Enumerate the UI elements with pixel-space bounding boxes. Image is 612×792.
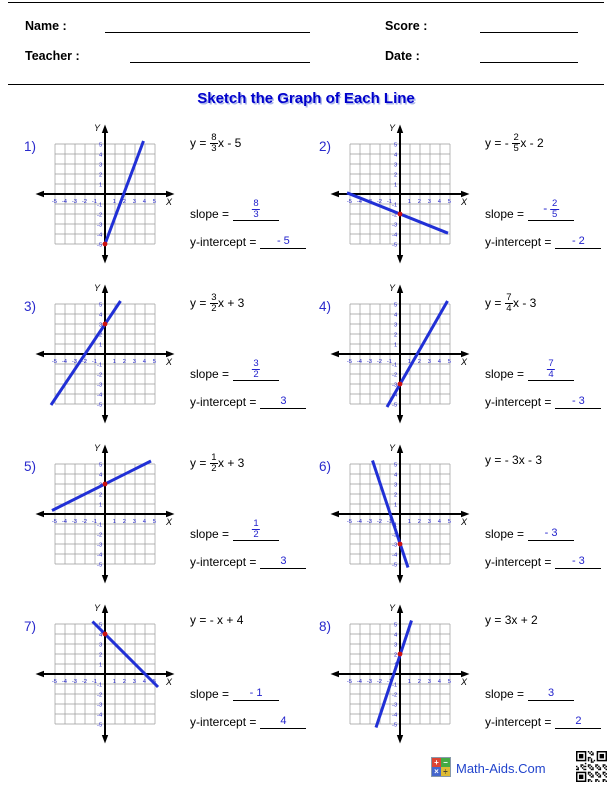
svg-text:-5 xyxy=(392,242,397,248)
problem-cell xyxy=(315,439,612,599)
svg-text:X xyxy=(460,677,468,687)
svg-text:1 xyxy=(408,199,411,205)
problem-cell xyxy=(315,599,612,759)
svg-text:Y xyxy=(389,443,396,453)
problem-cell xyxy=(20,279,320,439)
date-label: Date : xyxy=(385,49,420,63)
slope-row xyxy=(485,685,574,701)
svg-text:-3 xyxy=(97,382,102,388)
svg-text:-4 xyxy=(392,232,398,238)
svg-text:-5 xyxy=(52,359,57,365)
svg-text:-3 xyxy=(97,222,102,228)
svg-text:-2 xyxy=(97,532,102,538)
svg-text:4 xyxy=(394,152,398,158)
svg-text:-4 xyxy=(97,232,103,238)
svg-text:-5 xyxy=(347,519,352,525)
header-divider-rule xyxy=(8,84,604,85)
svg-text:5 xyxy=(153,199,156,205)
svg-text:-3 xyxy=(392,702,397,708)
slope-label: slope = xyxy=(485,687,525,701)
y-intercept-row xyxy=(485,233,601,249)
slope-answer-blank xyxy=(528,197,574,221)
svg-text:4 xyxy=(99,152,103,158)
svg-text:5 xyxy=(394,462,397,468)
svg-text:-1 xyxy=(392,362,397,368)
worksheet-title: Sketch the Graph of Each Line xyxy=(197,90,415,107)
problem-cell xyxy=(20,119,320,279)
svg-text:-1 xyxy=(392,682,397,688)
slope-answer-blank xyxy=(233,357,279,381)
y-intercept-answer: - 3 xyxy=(571,555,585,567)
svg-text:2 xyxy=(394,332,397,338)
svg-text:-3 xyxy=(392,542,397,548)
slope-answer: - $\frac{2}{5}$ xyxy=(543,197,558,220)
svg-text:1 xyxy=(99,342,102,348)
svg-text:2 xyxy=(394,652,397,658)
svg-text:1 xyxy=(99,182,102,188)
svg-text:3 xyxy=(99,642,102,648)
times-icon: × xyxy=(432,767,441,776)
y-intercept-answer-blank xyxy=(260,233,306,249)
y-intercept-row xyxy=(190,553,306,569)
y-intercept-row xyxy=(190,233,306,249)
svg-text:2 xyxy=(123,679,126,685)
svg-text:1 xyxy=(99,662,102,668)
svg-text:-1 xyxy=(97,682,102,688)
svg-text:1 xyxy=(394,502,397,508)
problem-number: 6) xyxy=(319,459,332,474)
svg-text:3 xyxy=(428,359,431,365)
svg-text:3 xyxy=(394,322,397,328)
svg-text:1 xyxy=(99,502,102,508)
name-label: Name : xyxy=(25,19,67,33)
slope-answer-blank xyxy=(233,685,279,701)
svg-text:2 xyxy=(394,492,397,498)
minus-icon: − xyxy=(441,758,450,767)
y-intercept-answer: - 2 xyxy=(571,235,585,247)
svg-text:-5 xyxy=(347,199,352,205)
slope-row xyxy=(190,357,279,381)
svg-text:Y xyxy=(389,603,396,613)
slope-label: slope = xyxy=(190,687,230,701)
equation: y = 3x + 2 xyxy=(485,613,538,627)
svg-text:-3 xyxy=(367,679,372,685)
plus-icon: + xyxy=(432,758,441,767)
svg-text:-1 xyxy=(97,202,102,208)
y-intercept-answer-blank xyxy=(555,713,601,729)
svg-text:-5 xyxy=(97,722,102,728)
date-blank xyxy=(480,48,578,63)
svg-text:5 xyxy=(448,519,451,525)
svg-text:5 xyxy=(448,679,451,685)
svg-text:-5 xyxy=(97,562,102,568)
svg-text:3 xyxy=(133,519,136,525)
brand-link[interactable]: Math-Aids.Com xyxy=(456,761,546,776)
svg-text:5 xyxy=(448,359,451,365)
svg-text:1 xyxy=(113,519,116,525)
svg-text:-2 xyxy=(97,372,102,378)
slope-answer: - 1 xyxy=(249,687,263,699)
problem-number: 8) xyxy=(319,619,332,634)
svg-text:X xyxy=(165,357,173,367)
slope-label: slope = xyxy=(485,207,525,221)
problem-cell xyxy=(20,439,320,599)
y-intercept-answer: - 3 xyxy=(571,395,585,407)
divide-icon: ÷ xyxy=(441,767,450,776)
svg-text:2 xyxy=(418,199,421,205)
svg-text:-4 xyxy=(357,359,363,365)
svg-text:-4 xyxy=(357,519,363,525)
equation: y = - $\frac{2}{5}$ x - 2 xyxy=(485,132,544,155)
y-intercept-label: y-intercept = xyxy=(190,395,257,409)
svg-text:-3 xyxy=(97,702,102,708)
math-aids-logo-icon xyxy=(431,757,451,777)
y-intercept-answer-blank xyxy=(260,393,306,409)
svg-text:-1 xyxy=(392,202,397,208)
svg-text:5 xyxy=(394,302,397,308)
line-graph xyxy=(30,439,180,589)
svg-text:X xyxy=(165,677,173,687)
svg-text:5 xyxy=(394,142,397,148)
svg-text:-3 xyxy=(367,519,372,525)
svg-text:-2 xyxy=(97,212,102,218)
slope-answer-blank xyxy=(528,525,574,541)
svg-text:-5 xyxy=(52,199,57,205)
svg-text:Y xyxy=(94,283,101,293)
svg-text:Y xyxy=(389,283,396,293)
svg-text:4 xyxy=(394,312,398,318)
svg-text:3 xyxy=(394,642,397,648)
y-intercept-answer: - 5 xyxy=(276,235,290,247)
slope-label: slope = xyxy=(485,527,525,541)
slope-row xyxy=(190,517,279,541)
svg-text:5 xyxy=(394,622,397,628)
svg-text:-2 xyxy=(392,692,397,698)
svg-text:-3 xyxy=(72,679,77,685)
svg-text:X xyxy=(165,517,173,527)
svg-text:-4 xyxy=(357,679,363,685)
svg-text:-3 xyxy=(97,542,102,548)
slope-row xyxy=(485,357,574,381)
svg-text:-4 xyxy=(97,392,103,398)
equation: y = - x + 4 xyxy=(190,613,244,627)
svg-text:2 xyxy=(418,519,421,525)
svg-text:2 xyxy=(123,519,126,525)
svg-text:-4 xyxy=(62,519,68,525)
svg-text:3 xyxy=(133,199,136,205)
line-graph xyxy=(325,599,475,749)
slope-answer: $\frac{7}{4}$ xyxy=(548,357,554,380)
svg-text:4 xyxy=(99,312,103,318)
svg-text:2 xyxy=(99,652,102,658)
slope-row xyxy=(485,197,574,221)
svg-text:1 xyxy=(113,679,116,685)
y-intercept-label: y-intercept = xyxy=(190,235,257,249)
line-graph xyxy=(325,439,475,589)
svg-text:5 xyxy=(99,142,102,148)
problem-cell xyxy=(315,119,612,279)
svg-text:3 xyxy=(133,679,136,685)
y-intercept-label: y-intercept = xyxy=(485,715,552,729)
svg-text:-1 xyxy=(97,362,102,368)
svg-text:1 xyxy=(394,342,397,348)
y-intercept-answer: 3 xyxy=(280,555,287,567)
svg-text:-4 xyxy=(392,712,398,718)
svg-text:-5 xyxy=(347,679,352,685)
svg-text:5 xyxy=(153,359,156,365)
equation: y = $\frac{7}{4}$ x - 3 xyxy=(485,292,537,315)
svg-text:2 xyxy=(123,359,126,365)
teacher-blank xyxy=(130,48,310,63)
problem-number: 2) xyxy=(319,139,332,154)
svg-text:-2 xyxy=(377,519,382,525)
svg-text:5 xyxy=(99,302,102,308)
svg-text:-1 xyxy=(97,522,102,528)
svg-text:-2 xyxy=(392,372,397,378)
svg-text:Y xyxy=(94,443,101,453)
svg-text:-2 xyxy=(82,519,87,525)
problem-cell xyxy=(20,599,320,759)
y-intercept-row xyxy=(485,713,601,729)
name-blank xyxy=(105,18,310,33)
svg-text:1 xyxy=(113,199,116,205)
slope-row xyxy=(190,197,279,221)
svg-text:1 xyxy=(394,182,397,188)
svg-text:-2 xyxy=(82,199,87,205)
svg-text:X xyxy=(165,197,173,207)
problem-number: 4) xyxy=(319,299,332,314)
svg-text:-2 xyxy=(377,679,382,685)
svg-text:Y xyxy=(389,123,396,133)
problem-number: 1) xyxy=(24,139,37,154)
y-intercept-answer: 3 xyxy=(280,395,287,407)
slope-answer: $\frac{8}{3}$ xyxy=(253,197,259,220)
line-graph xyxy=(325,119,475,269)
line-graph xyxy=(30,599,180,749)
svg-text:1 xyxy=(408,519,411,525)
svg-text:3 xyxy=(133,359,136,365)
slope-answer-blank xyxy=(528,685,574,701)
svg-text:X xyxy=(460,197,468,207)
slope-answer-blank xyxy=(233,517,279,541)
slope-label: slope = xyxy=(190,367,230,381)
svg-text:-5 xyxy=(392,402,397,408)
svg-text:-5 xyxy=(97,242,102,248)
svg-text:Y xyxy=(94,123,101,133)
svg-text:-4 xyxy=(62,679,68,685)
top-border-rule xyxy=(8,2,604,3)
svg-text:-5 xyxy=(392,722,397,728)
slope-label: slope = xyxy=(190,207,230,221)
score-blank xyxy=(480,18,578,33)
qr-code xyxy=(576,751,607,782)
svg-text:2 xyxy=(394,172,397,178)
slope-label: slope = xyxy=(190,527,230,541)
y-intercept-answer-blank xyxy=(555,233,601,249)
svg-text:-3 xyxy=(72,519,77,525)
svg-text:2 xyxy=(123,199,126,205)
y-intercept-answer: 4 xyxy=(280,715,287,727)
svg-text:2 xyxy=(418,359,421,365)
svg-text:-3 xyxy=(392,222,397,228)
line-graph xyxy=(325,279,475,429)
y-intercept-answer-blank xyxy=(260,713,306,729)
y-intercept-label: y-intercept = xyxy=(190,715,257,729)
svg-text:-5 xyxy=(52,679,57,685)
y-intercept-answer-blank xyxy=(260,553,306,569)
slope-answer: $\frac{1}{2}$ xyxy=(253,517,259,540)
svg-text:Y xyxy=(94,603,101,613)
svg-text:-5 xyxy=(52,519,57,525)
svg-text:-4 xyxy=(392,552,398,558)
slope-answer-blank xyxy=(233,197,279,221)
svg-text:-3 xyxy=(72,359,77,365)
score-label: Score : xyxy=(385,19,428,33)
svg-text:X xyxy=(460,357,468,367)
slope-answer: - 3 xyxy=(544,527,558,539)
svg-text:2 xyxy=(99,492,102,498)
y-intercept-answer-blank xyxy=(555,393,601,409)
y-intercept-label: y-intercept = xyxy=(485,555,552,569)
y-intercept-label: y-intercept = xyxy=(190,555,257,569)
svg-text:-5 xyxy=(347,359,352,365)
svg-text:3 xyxy=(394,482,397,488)
svg-text:4 xyxy=(394,472,398,478)
y-intercept-row xyxy=(190,713,306,729)
y-intercept-answer-blank xyxy=(555,553,601,569)
svg-text:-4 xyxy=(62,199,68,205)
problem-number: 3) xyxy=(24,299,37,314)
svg-text:-5 xyxy=(97,402,102,408)
svg-text:-2 xyxy=(82,679,87,685)
y-intercept-label: y-intercept = xyxy=(485,235,552,249)
svg-text:3 xyxy=(428,519,431,525)
svg-text:-3 xyxy=(367,359,372,365)
slope-row xyxy=(190,685,279,701)
svg-text:X xyxy=(460,517,468,527)
svg-text:-4 xyxy=(97,552,103,558)
slope-answer: $\frac{3}{2}$ xyxy=(253,357,259,380)
equation: y = - 3x - 3 xyxy=(485,453,543,467)
svg-text:5 xyxy=(153,519,156,525)
y-intercept-row xyxy=(190,393,306,409)
svg-text:3 xyxy=(394,162,397,168)
svg-text:1 xyxy=(113,359,116,365)
problem-cell xyxy=(315,279,612,439)
svg-text:3 xyxy=(99,162,102,168)
equation: y = $\frac{1}{2}$ x + 3 xyxy=(190,452,245,475)
svg-text:-5 xyxy=(392,562,397,568)
slope-label: slope = xyxy=(485,367,525,381)
y-intercept-row xyxy=(485,393,601,409)
svg-text:2 xyxy=(418,679,421,685)
y-intercept-answer: 2 xyxy=(575,715,582,727)
svg-text:4 xyxy=(394,632,398,638)
svg-text:3 xyxy=(428,199,431,205)
slope-answer-blank xyxy=(528,357,574,381)
svg-text:-4 xyxy=(62,359,68,365)
svg-text:-3 xyxy=(72,199,77,205)
line-graph xyxy=(30,279,180,429)
slope-answer: 3 xyxy=(547,687,555,699)
equation: y = $\frac{3}{2}$ x + 3 xyxy=(190,292,245,315)
line-graph xyxy=(30,119,180,269)
teacher-label: Teacher : xyxy=(25,49,80,63)
svg-text:5 xyxy=(99,462,102,468)
slope-row xyxy=(485,525,574,541)
svg-text:-2 xyxy=(377,359,382,365)
y-intercept-row xyxy=(485,553,601,569)
svg-text:4 xyxy=(99,472,103,478)
svg-text:-2 xyxy=(97,692,102,698)
svg-text:-4 xyxy=(97,712,103,718)
y-intercept-label: y-intercept = xyxy=(485,395,552,409)
problem-number: 7) xyxy=(24,619,37,634)
svg-text:2 xyxy=(99,172,102,178)
equation: y = $\frac{8}{3}$ x - 5 xyxy=(190,132,242,155)
problem-number: 5) xyxy=(24,459,37,474)
svg-text:1 xyxy=(408,679,411,685)
svg-text:3 xyxy=(428,679,431,685)
svg-text:5 xyxy=(448,199,451,205)
